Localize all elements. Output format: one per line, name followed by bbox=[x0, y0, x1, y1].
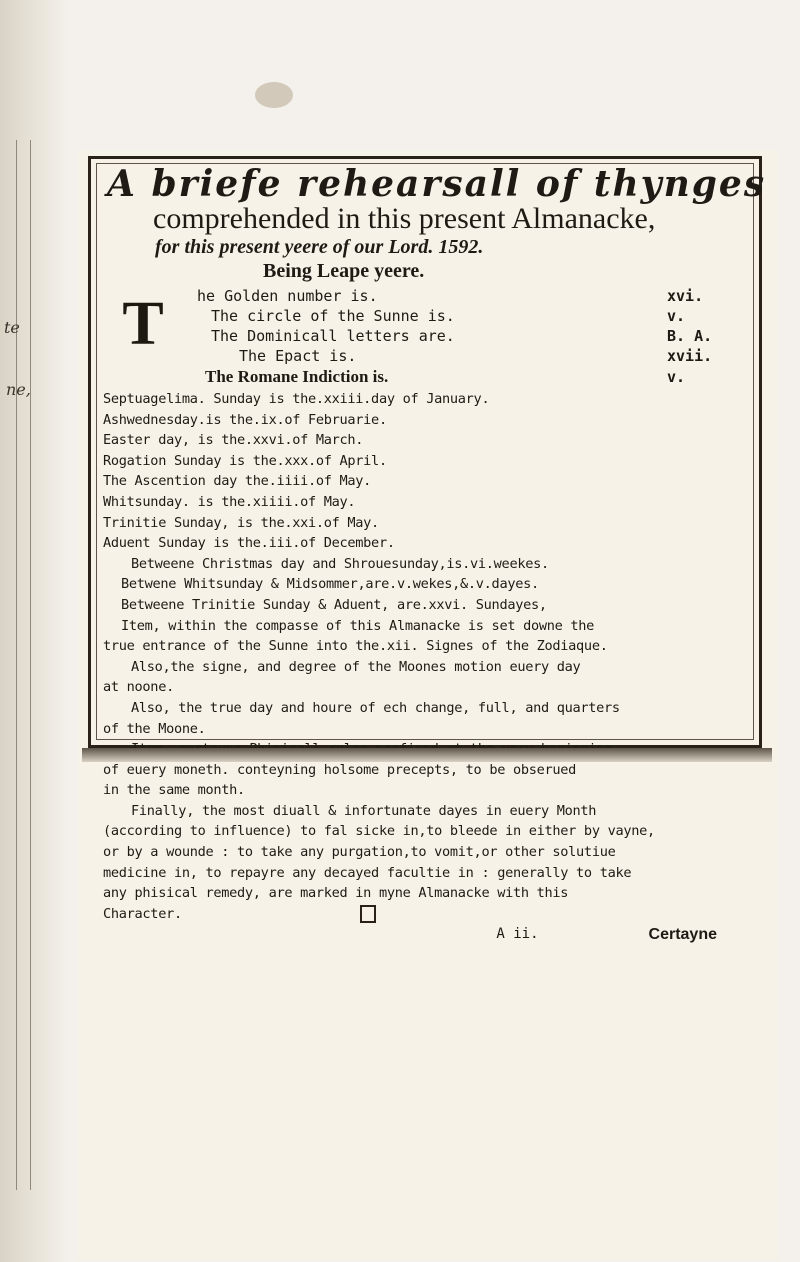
margin-note: te bbox=[4, 318, 20, 337]
body-line: Also,the signe, and degree of the Moones motion euery day bbox=[131, 658, 581, 675]
body-line: at noone. bbox=[103, 679, 174, 696]
page-title: A briefe rehearsall of thynges bbox=[107, 163, 767, 205]
body-line: (according to influence) to fal sicke in,to bleede in either by vayne, bbox=[103, 823, 655, 840]
page-footer bbox=[103, 926, 747, 944]
table-row bbox=[109, 327, 747, 347]
body-line: Whitsunday. is the.xiiii.of May. bbox=[103, 493, 356, 510]
body-line: true entrance of the Sunne into the.xii. Signes of the Zodiaque. bbox=[103, 638, 608, 655]
table-row-label: The Romane Indiction is. bbox=[205, 367, 389, 386]
catchword: Certayne bbox=[648, 926, 717, 944]
table-row bbox=[109, 307, 747, 327]
table-row-value: v. bbox=[667, 307, 686, 325]
gutter-edge-line bbox=[30, 140, 31, 1190]
table-row bbox=[109, 367, 747, 387]
signature-mark: A ii. bbox=[496, 926, 539, 943]
body-line: any phisical remedy, are marked in myne Almanacke with this bbox=[103, 885, 569, 902]
body-line: of the Moone. bbox=[103, 720, 206, 737]
table-row-value: B. A. bbox=[667, 327, 713, 345]
body-line: Item, within the compasse of this Almanacke is set downe the bbox=[121, 617, 595, 634]
leap-year-line: Being Leape yeere. bbox=[263, 260, 425, 282]
table-row-value: xvi. bbox=[667, 287, 704, 305]
body-line: Septuagelima. Sunday is the.xxiii.day of January. bbox=[103, 391, 490, 407]
body-line: Rogation Sunday is the.xxx.of April. bbox=[103, 452, 387, 469]
almanac-body bbox=[103, 389, 747, 924]
page-subtitle: comprehended in this present Almanacke, bbox=[153, 202, 656, 235]
paper-stain bbox=[255, 82, 293, 108]
margin-note: ne, bbox=[6, 380, 31, 399]
body-line: of euery moneth. conteyning holsome precepts, to be obserued bbox=[103, 761, 577, 778]
drop-cap: T bbox=[122, 290, 164, 358]
body-line bbox=[103, 904, 747, 925]
body-line: Betweene Christmas day and Shrouesunday,is.vi.weekes. bbox=[131, 555, 549, 572]
table-row bbox=[109, 287, 747, 307]
body-line: Trinitie Sunday, is the.xxi.of May. bbox=[103, 514, 379, 531]
body-line: The Ascention day the.iiii.of May. bbox=[103, 473, 372, 490]
character-box-icon bbox=[360, 905, 376, 923]
book-gutter bbox=[0, 0, 70, 1262]
body-line: or by a wounde : to take any purgation,to vomit,or other solutiue bbox=[103, 844, 616, 861]
table-row bbox=[109, 347, 747, 367]
table-row-value: v. bbox=[667, 368, 686, 386]
table-row-label: The Epact is. bbox=[239, 347, 357, 365]
body-line: Ashwednesday.is the.ix.of Februarie. bbox=[103, 411, 387, 428]
computus-table bbox=[109, 287, 747, 387]
body-line-text: Character. bbox=[103, 905, 182, 922]
year-line: for this present yeere of our Lord. 1592. bbox=[155, 236, 484, 258]
table-row-label: he Golden number is. bbox=[197, 287, 378, 305]
body-line: Betweene Trinitie Sunday & Aduent, are.xxvi. Sundayes, bbox=[121, 596, 547, 613]
table-row-value: xvii. bbox=[667, 347, 713, 365]
body-line: Also, the true day and houre of ech change, full, and quarters bbox=[131, 699, 620, 716]
body-line: Finally, the most diuall & infortunate dayes in euery Month bbox=[131, 802, 597, 819]
body-line: Aduent Sunday is the.iii.of December. bbox=[103, 535, 395, 552]
gutter-edge-line bbox=[16, 140, 17, 1190]
body-line: Betwene Whitsunday & Midsommer,are.v.wekes,&.v.dayes. bbox=[121, 576, 539, 593]
table-row-label: The Dominicall letters are. bbox=[211, 327, 455, 345]
body-line: in the same month. bbox=[103, 782, 245, 799]
body-line: medicine in, to repayre any decayed facultie in : generally to take bbox=[103, 864, 632, 881]
page-bottom-edge bbox=[82, 748, 772, 762]
table-row-label: The circle of the Sunne is. bbox=[211, 307, 455, 325]
body-line: Easter day, is the.xxvi.of March. bbox=[103, 432, 364, 449]
almanac-page bbox=[88, 156, 767, 944]
